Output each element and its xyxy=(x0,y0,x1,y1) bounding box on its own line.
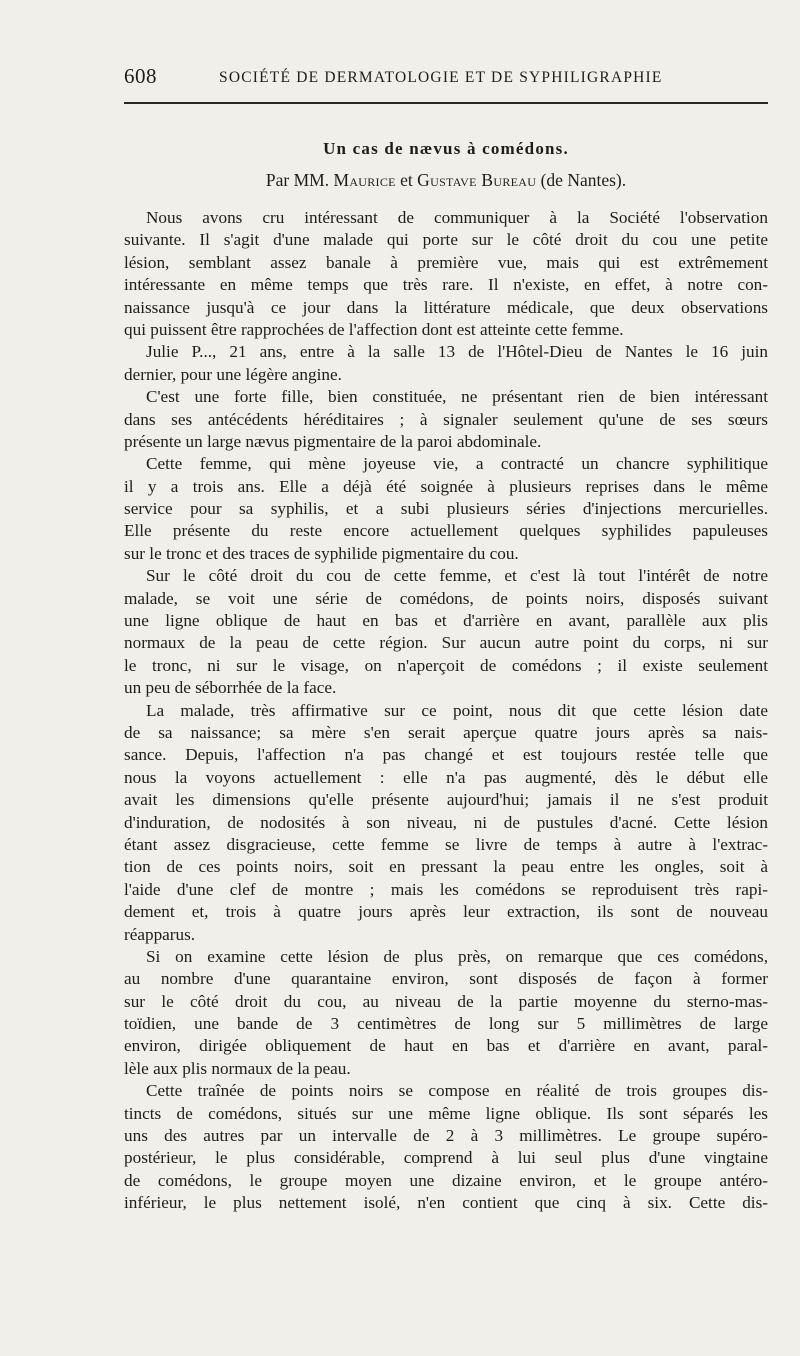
text-line: Cette femme, qui mène joyeuse vie, a contracté un chancre syphilitique xyxy=(146,454,768,474)
author-name: Gustave Bureau xyxy=(417,170,537,190)
text-line: inférieur, le plus nettement isolé, n'en contient que cinq à six. Cette dis- xyxy=(124,1193,768,1213)
text-line: au nombre d'une quarantaine environ, sont disposés de façon à former xyxy=(124,969,768,989)
text-line: suivante. Il s'agit d'une malade qui porte sur le côté droit du cou une petite xyxy=(124,230,768,250)
article-body xyxy=(124,207,768,1215)
text-line: lésion, semblant assez banale à première vue, mais qui est extrêmement xyxy=(124,252,768,272)
article-title: Un cas de nævus à comédons. xyxy=(323,139,569,158)
text-line: toïdien, une bande de 3 centimètres de long sur 5 millimètres de large xyxy=(124,1014,768,1034)
paragraph xyxy=(124,453,768,565)
paragraph xyxy=(124,565,768,699)
byline xyxy=(124,170,768,191)
text-line: dernier, pour une légère angine. xyxy=(124,364,342,384)
running-title: SOCIÉTÉ DE DERMATOLOGIE ET DE SYPHILIGRAPHIE xyxy=(219,69,663,86)
text-line: La malade, très affirmative sur ce point, nous dit que cette lésion date xyxy=(146,700,768,720)
author-name: Maurice xyxy=(333,170,396,190)
text-line: Julie P..., 21 ans, entre à la salle 13 de l'Hôtel-Dieu de Nantes le 16 juin xyxy=(146,342,768,362)
text-line: Si on examine cette lésion de plus près, on remarque que ces comédons, xyxy=(146,946,768,966)
header-rule xyxy=(124,102,768,104)
text-line: dement et, trois à quatre jours après leur extraction, ils sont de nouveau xyxy=(124,902,768,922)
text-line: Sur le côté droit du cou de cette femme, et c'est là tout l'intérêt de notre xyxy=(146,566,768,586)
text-line: Elle présente du reste encore actuellement quelques syphilides papuleuses xyxy=(124,521,768,541)
page-header xyxy=(124,64,768,96)
text-line: une ligne oblique de haut en bas et d'arrière en avant, parallèle aux plis xyxy=(124,611,768,631)
text-line: avait les dimensions qu'elle présente aujourd'hui; jamais il ne s'est produit xyxy=(124,790,768,810)
text-line: nous la voyons actuellement : elle n'a pas augmenté, dès le début elle xyxy=(124,767,768,787)
text-line: de sa naissance; sa mère s'en serait aperçue quatre jours après sa nais- xyxy=(124,722,768,742)
byline-place: (de Nantes). xyxy=(540,170,627,190)
text-line: de comédons, le groupe moyen une dizaine environ, et le groupe antéro- xyxy=(124,1170,768,1190)
text-line: sance. Depuis, l'affection n'a pas changé et est toujours restée telle que xyxy=(124,745,768,765)
text-line: malade, se voit une série de comédons, de points noirs, disposés suivant xyxy=(124,588,768,608)
byline-conjunction: et xyxy=(400,170,413,190)
text-line: Nous avons cru intéressant de communiquer à la Société l'observation xyxy=(146,208,768,227)
text-line: présente un large nævus pigmentaire de la paroi abdominale. xyxy=(124,431,542,451)
paragraph xyxy=(124,1080,768,1214)
page-number: 608 xyxy=(124,64,157,88)
paragraph xyxy=(124,341,768,386)
paragraph xyxy=(124,386,768,453)
text-line: sur le côté droit du cou, au niveau de la partie moyenne du sterno-mas- xyxy=(124,991,768,1011)
paragraph xyxy=(124,700,768,946)
text-line: environ, dirigée obliquement de haut en bas et d'arrière en avant, paral- xyxy=(124,1036,768,1056)
byline-prefix: Par MM. xyxy=(265,170,330,190)
text-line: le tronc, ni sur le visage, on n'aperçoit de comédons ; il existe seulement xyxy=(124,655,768,675)
text-line: d'induration, de nodosités à son niveau, ni de pustules d'acné. Cette lésion xyxy=(124,812,768,832)
text-line: postérieur, le plus considérable, comprend à lui seul plus d'une vingtaine xyxy=(124,1148,768,1168)
text-line: intéressante en même temps que très rare. Il n'existe, en effet, à notre con- xyxy=(124,275,768,295)
text-line: sur le tronc et des traces de syphilide pigmentaire du cou. xyxy=(124,543,519,563)
text-line: naissance jusqu'à ce jour dans la littérature médicale, que deux observations xyxy=(124,297,768,317)
text-line: Cette traînée de points noirs se compose en réalité de trois groupes dis- xyxy=(146,1081,768,1101)
paragraph xyxy=(124,946,768,1080)
text-line: l'aide d'une clef de montre ; mais les comédons se reproduisent très rapi- xyxy=(124,879,768,899)
text-line: dans ses antécédents héréditaires ; à signaler seulement qu'une de ses sœurs xyxy=(124,409,768,429)
text-line: il y a trois ans. Elle a déjà été soignée à plusieurs reprises dans le même xyxy=(124,476,768,496)
text-line: service pour sa syphilis, et a subi plusieurs séries d'injections mercurielles. xyxy=(124,499,768,519)
text-line: réapparus. xyxy=(124,924,196,944)
text-line: étant assez disgracieuse, cette femme se livre de temps à autre à l'extrac- xyxy=(124,834,768,854)
text-line: tincts de comédons, situés sur une même ligne oblique. Ils sont séparés les xyxy=(124,1103,768,1123)
text-line: C'est une forte fille, bien constituée, ne présentant rien de bien intéressant xyxy=(146,387,768,407)
text-line: normaux de la peau de cette région. Sur aucun autre point du corps, ni sur xyxy=(124,633,768,653)
text-line: un peu de séborrhée de la face. xyxy=(124,678,337,698)
text-line: tion de ces points noirs, soit en pressant la peau entre les ongles, soit à xyxy=(124,857,768,877)
text-line: lèle aux plis normaux de la peau. xyxy=(124,1058,351,1078)
paragraph xyxy=(124,207,768,341)
text-line: uns des autres par un intervalle de 2 à 3 millimètres. Le groupe supéro- xyxy=(124,1126,768,1146)
text-line: qui puissent être rapprochées de l'affection dont est atteinte cette femme. xyxy=(124,319,624,339)
